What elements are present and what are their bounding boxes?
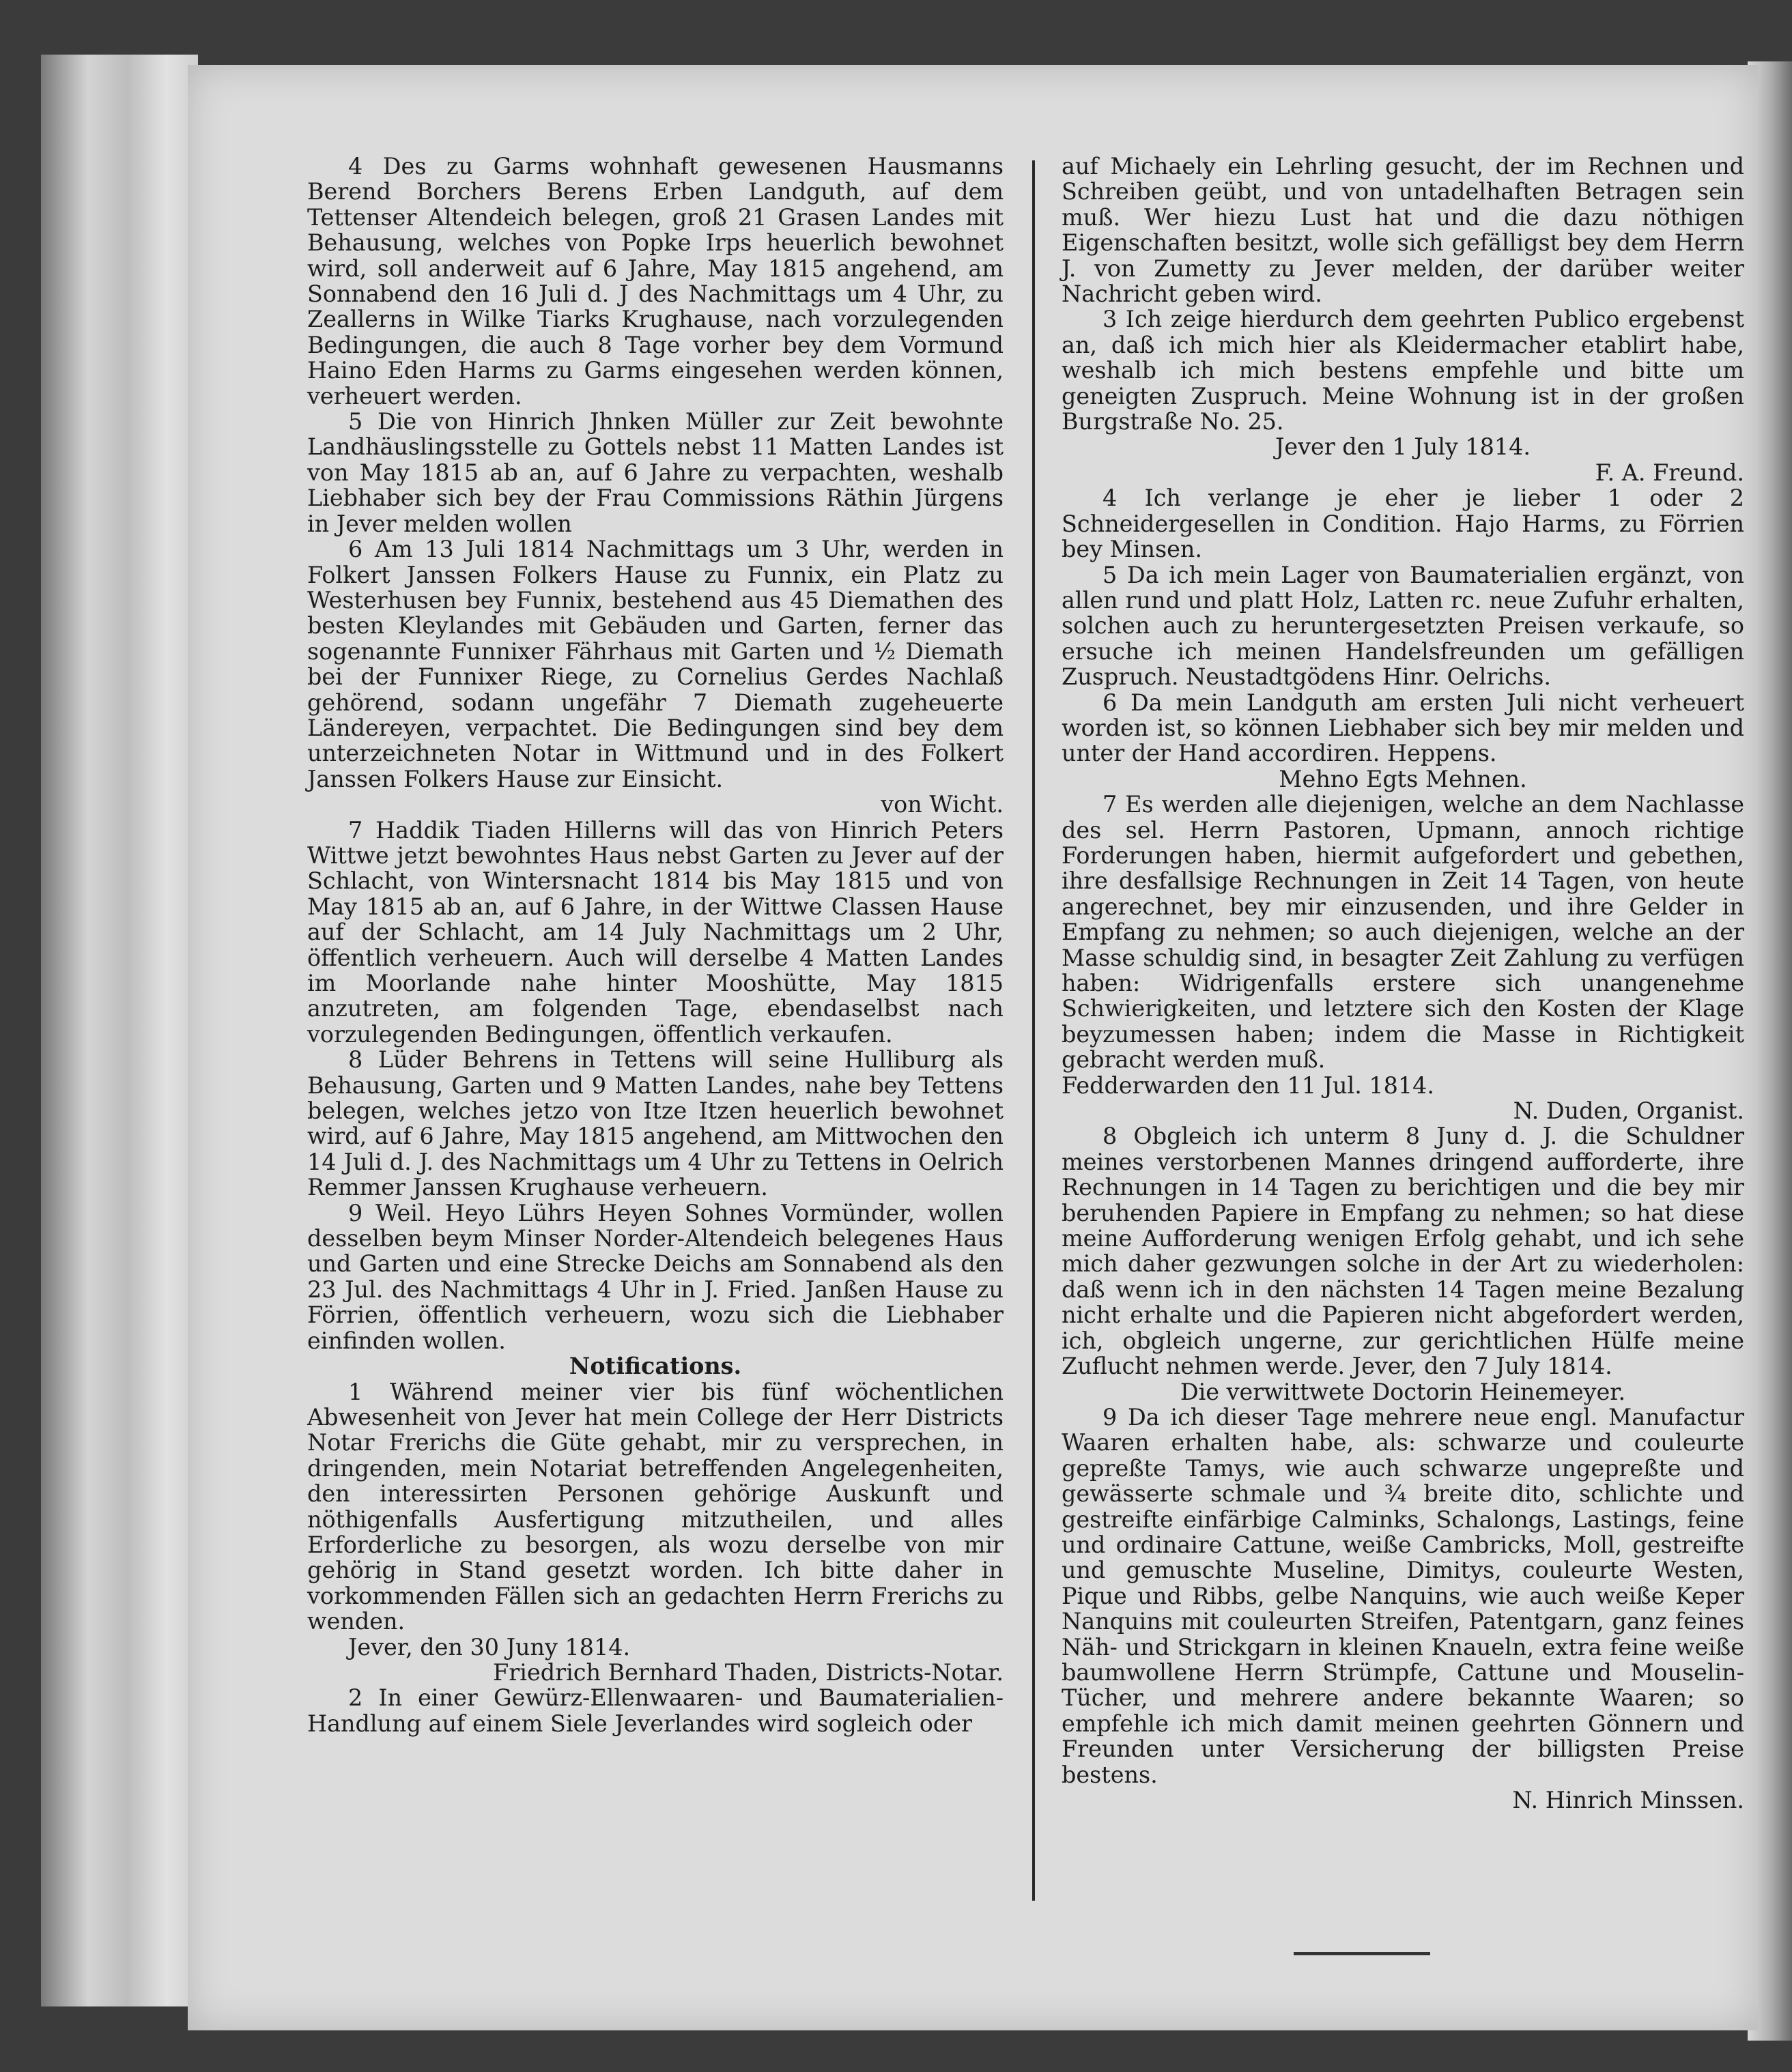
section-heading-notifications: Notifications. [569,1353,742,1380]
book-page-edges-left [41,55,198,2006]
notification-3-signature: F. A. Freund. [1595,459,1744,486]
notification-7-date: Fedderwarden den 11 Jul. 1814. [1062,1071,1435,1099]
notification-9-signature: N. Hinrich Minssen. [1512,1787,1744,1813]
notification-1: 1 Während meiner vier bis fünf wöchentlichen Abwesenheit von Jever hat mein College der Herr Districts Notar Frerichs die Güte gehabt, mir zu versprechen, in dringenden, mein Notariat betreffenden Angelegenheiten, den interessirten Personen gehörige Auskunft und nöthigenfalls Ausfertigung mitzutheilen, und alles Erforderliche zu besorgen, als wozu derselbe von mir gehörig in Stand gesetzt worden. Ich bitte daher in vorkommenden Fällen sich an gedachten Herrn Frerichs zu wenden. [307,1378,1004,1635]
notification-1-signature: Friedrich Bernhard Thaden, Districts-Notar. [493,1658,1004,1686]
notification-7-signature: N. Duden, Organist. [1513,1097,1744,1125]
notification-1-date: Jever, den 30 Juny 1814. [348,1633,631,1660]
left-column [307,154,1004,1736]
column-divider [1032,160,1035,1901]
notification-8-signature: Die verwittwete Doctorin Heinemeyer. [1180,1378,1626,1405]
notification-7: 7 Es werden alle diejenigen, welche an dem Nachlasse des sel. Herrn Pastoren, Upmann, annoch richtige Forderungen haben, hiermit aufgefordert und gebethen, ihre desfallsige Rechnungen in Zeit 14 Tagen, von heute angerechnet, bey mir einzusenden, und ihre Gelder in Empfang zu nehmen; so auch diejenigen, welche an der Masse schuldig sind, in besagter Zeit Zahlung zu verfügen haben: Widrigenfalls erstere sich unangenehme Schwierigkeiten, und letztere sich den Kosten der Klage beyzumessen haben; indem die Masse in Richtigkeit gebracht werden muß. [1062,791,1744,1074]
advert-8: 8 Lüder Behrens in Tettens will seine Hulliburg als Behausung, Garten und 9 Matten Landes, nahe bey Tettens belegen, welches jetzo von Itze Itzen heuerlich bewohnet wird, auf 6 Jahre, May 1815 angehend, am Mittwochen den 14 Juli d. J. des Nachmittags um 4 Uhr zu Tettens in Oelrich Remmer Janssen Krughause verheuern. [307,1046,1004,1201]
notification-2-start: 2 In einer Gewürz-Ellenwaaren- und Baumaterialien-Handlung auf einem Siele Jeverlandes wird sogleich oder [307,1684,1004,1737]
notification-2-continued: auf Michaely ein Lehrling gesucht, der im Rechnen und Schreiben geübt, und von untadelhaften Betragen sein muß. Wer hiezu Lust hat und die dazu nöthigen Eigenschaften besitzt, wolle sich gefälligst bey dem Herrn J. von Zumetty zu Jever melden, der darüber weiter Nachricht geben wird. [1062,153,1744,308]
advert-5: 5 Die von Hinrich Jhnken Müller zur Zeit bewohnte Landhäuslingsstelle zu Gottels nebst 11 Matten Landes ist von May 1815 ab an, auf 6 Jahre zu verpachten, weshalb Liebhaber sich bey der Frau Commissions Räthin Jürgens in Jever melden wollen [307,408,1004,537]
advert-6: 6 Am 13 Juli 1814 Nachmittags um 3 Uhr, werden in Folkert Janssen Folkers Hause zu Funnix, ein Platz zu Westerhusen bey Funnix, bestehend aus 45 Diemathen des besten Kleylandes mit Gebäuden und Garten, ferner das sogenannte Funnixer Fährhaus mit Garten und ½ Diemath bei der Funnixer Riege, zu Cornelius Gerdes Nachlaß gehörend, sodann ungefähr 7 Diemath zugeheuerte Ländereyen, verpachtet. Die Bedingungen sind bey dem unterzeichneten Notar in Wittmund und in des Folkert Janssen Folkers Hause zur Einsicht. [307,536,1004,792]
notification-6: 6 Da mein Landguth am ersten Juli nicht verheuert worden ist, so können Liebhaber sich bey mir melden und unter der Hand accordiren. Heppens. [1062,689,1744,767]
notification-5: 5 Da ich mein Lager von Baumaterialien ergänzt, von allen rund und platt Holz, Latten rc. neue Zufuhr erhalten, solchen auch zu heruntergesetzten Preisen verkaufe, so ersuche ich meinen Handelsfreunden um gefälligen Zuspruch. Neustadtgödens Hinr. Oelrichs. [1062,561,1744,691]
notification-3-date: Jever den 1 July 1814. [1275,433,1531,461]
notification-9: 9 Da ich dieser Tage mehrere neue engl. Manufactur Waaren erhalten habe, als: schwarze und couleurte gepreßte Tamys, wie auch schwarze ungepreßte und gewässerte schmale und ¾ breite dito, schlichte und gestreifte einfärbige Calminks, Schalongs, Lastings, feine und ordinaire Cattune, weiße Cambricks, Moll, gestreifte und gemuschte Museline, Dimitys, couleurte Westen, Pique und Ribbs, gelbe Nanquins, wie auch weiße Keper Nanquins mit couleurten Streifen, Patentgarn, ganz feines Näh- und Strickgarn in kleinen Knaueln, extra feine weiße baumwollene Herrn Strümpfe, Cattune und Mouselin-Tücher, und mehrere andere bekannte Waaren; so empfehle ich mich damit meinen geehrten Gönnern und Freunden unter Versicherung der billigsten Preise bestens. [1062,1403,1744,1788]
advert-7: 7 Haddik Tiaden Hillerns will das von Hinrich Peters Wittwe jetzt bewohntes Haus nebst Garten zu Jever auf der Schlacht, von Wintersnacht 1814 bis May 1815 und von May 1815 ab an, auf 6 Jahre, in der Wittwe Classen Hause auf der Schlacht, am 14 July Nachmittags um 2 Uhr, öffentlich verheuern. Auch will derselbe 4 Matten Landes im Moorlande nahe hinter Mooshütte, May 1815 anzutreten, am folgenden Tage, ebendaselbst nach vorzulegenden Bedingungen, öffentlich verkaufen. [307,816,1004,1048]
advert-9: 9 Weil. Heyo Lührs Heyen Sohnes Vormünder, wollen desselben beym Minser Norder-Altendeich belegenes Haus und Garten und eine Strecke Deichs am Sonnabend als den 23 Jul. des Nachmittags 4 Uhr in J. Fried. Janßen Hause zu Förrien, öffentlich verheuern, wozu sich die Liebhaber einfinden wollen. [307,1199,1004,1354]
right-column [1062,154,1744,1813]
advert-4: 4 Des zu Garms wohnhaft gewesenen Hausmanns Berend Borchers Berens Erben Landguth, auf dem Tettenser Altendeich belegen, groß 21 Grasen Landes mit Behausung, welches von Popke Irps heuerlich bewohnet wird, soll anderweit auf 6 Jahre, May 1815 angehend, am Sonnabend den 16 Juli d. J des Nachmittags um 4 Uhr, zu Zeallerns in Wilke Tiarks Krughause, nach vorzulegenden Bedingungen, die auch 8 Tage vorher bey dem Vormund Haino Eden Harms zu Garms eingesehen werden können, verheuert werden. [307,153,1004,409]
newspaper-page [188,65,1758,2030]
notification-4: 4 Ich verlange je eher je lieber 1 oder 2 Schneidergesellen in Condition. Hajo Harms, zu Förrien bey Minsen. [1062,485,1744,563]
notification-6-signature: Mehno Egts Mehnen. [1279,765,1527,792]
advert-6-signature: von Wicht. [881,791,1004,818]
notification-8: 8 Obgleich ich unterm 8 Juny d. J. die Schuldner meines verstorbenen Mannes dringend aufforderte, ihre Rechnungen in 14 Tagen zu berichtigen und die bey mir beruhenden Papiere in Empfang zu nehmen; so hat diese meine Aufforderung wenigen Erfolg gehabt, und ich sehe mich daher gezwungen solche in der Art zu wiederholen: daß wenn ich in den nächsten 14 Tagen meine Bezalung nicht erhalte und die Papieren nicht abgefordert werden, ich, obgleich ungerne, zur gerichtlichen Hülfe meine Zuflucht nehmen werde. Jever, den 7 July 1814. [1062,1123,1744,1380]
notification-3: 3 Ich zeige hierdurch dem geehrten Publico ergebenst an, daß ich mich hier als Kleidermacher etablirt habe, weshalb ich mich bestens empfehle und bitte um geneigten Zuspruch. Meine Wohnung ist in der großen Burgstraße No. 25. [1062,306,1744,435]
closing-rule [1294,1952,1430,1955]
